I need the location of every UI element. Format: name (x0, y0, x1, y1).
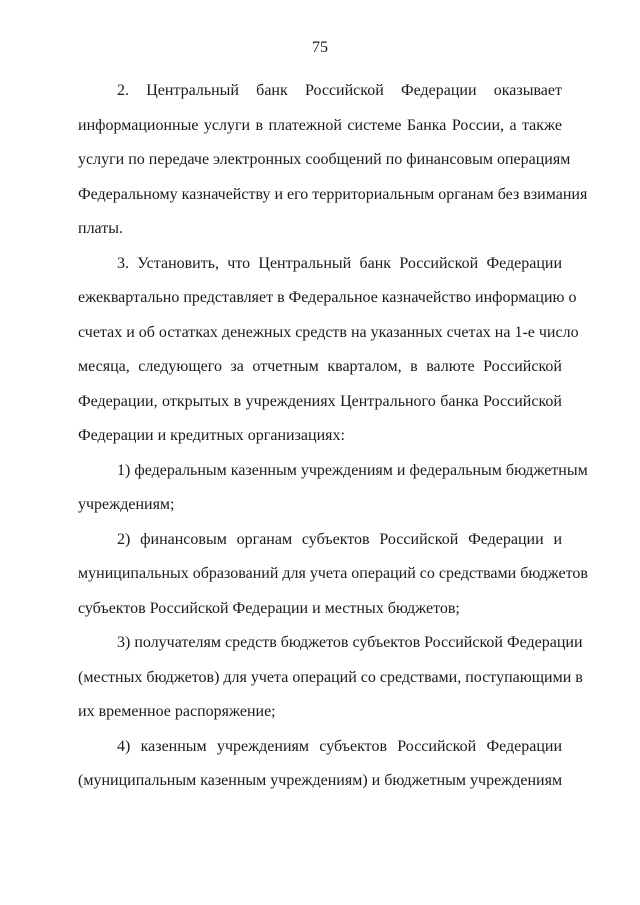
text-line: 3. Установить, что Центральный банк Российской Федерации (117, 254, 562, 272)
text-line: (местных бюджетов) для учета операций со средствами, поступающими в (78, 668, 583, 686)
page-number: 75 (312, 39, 328, 56)
text-line: Федеральному казначейству и его территориальным органам без взимания (78, 185, 588, 203)
text-line: ежеквартально представляет в Федеральное казначейство информацию о (78, 289, 577, 306)
text-line: информационные услуги в платежной системе Банка России, а также (78, 116, 562, 134)
text-line: месяца, следующего за отчетным кварталом, в валюте Российской (78, 358, 562, 375)
text-line: услуги по передаче электронных сообщений по финансовым операциям (78, 151, 571, 168)
text-line: Федерации, открытых в учреждениях Центрального банка Российской (78, 392, 562, 410)
text-line: 4) казенным учреждениям субъектов Российской Федерации (117, 737, 562, 755)
text-line: субъектов Российской Федерации и местных бюджетов; (78, 599, 460, 617)
text-line: их временное распоряжение; (78, 703, 276, 720)
text-line: 3) получателям средств бюджетов субъектов Российской Федерации (117, 634, 583, 651)
text-line: платы. (78, 220, 123, 237)
text-line: 2. Центральный банк Российской Федерации оказывает (117, 82, 562, 99)
text-line: 1) федеральным казенным учреждениям и федеральным бюджетным (117, 461, 588, 479)
text-line: счетах и об остатках денежных средств на указанных счетах на 1-е число (78, 323, 579, 341)
text-line: учреждениям; (78, 496, 175, 513)
text-line: Федерации и кредитных организациях: (78, 427, 345, 444)
document-body (78, 74, 588, 799)
text-line: муниципальных образований для учета операций со средствами бюджетов (78, 565, 588, 582)
text-line: (муниципальным казенным учреждениям) и бюджетным учреждениям (78, 772, 563, 789)
text-line: 2) финансовым органам субъектов Российской Федерации и (117, 530, 562, 548)
